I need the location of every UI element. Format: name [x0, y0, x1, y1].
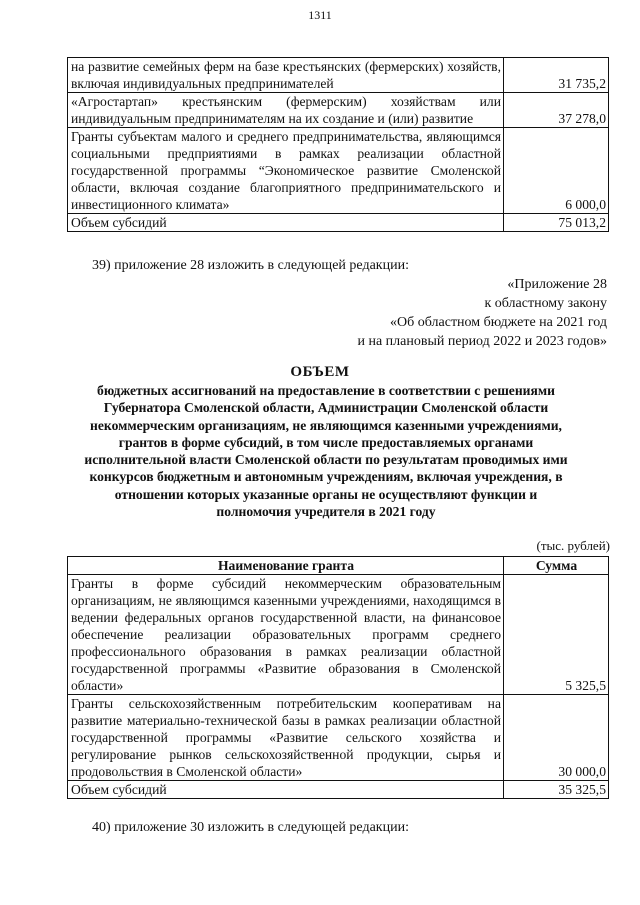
page-number: 1311 [308, 8, 332, 22]
table-row [68, 695, 609, 781]
document-title: ОБЪЕМ [290, 364, 350, 380]
appendix-reference [357, 275, 607, 351]
table-total-row [68, 781, 609, 799]
total-amount-cell: 35 325,5 [504, 781, 609, 799]
column-header-amount: Сумма [504, 557, 609, 575]
grant-amount-cell: 37 278,0 [504, 93, 609, 128]
grant-amount-cell: 6 000,0 [504, 128, 609, 214]
table-row [68, 58, 609, 93]
table-header-row [68, 557, 609, 575]
grant-name-cell: Гранты в форме субсидий некоммерческим образовательным организациям, не являющимся казенными учреждениями, находящимся в ведении федеральных органов государственной власти, на финансовое обеспечение реализации образовательных программ среднего профессионального образования в рамках реализации областной государственной программы «Развитие образования в Смоленской области» [68, 575, 504, 695]
appendix-line: «Приложение 28 [507, 277, 607, 292]
column-header-name: Наименование гранта [68, 557, 504, 575]
document-subtitle: бюджетных ассигнований на предоставление в соответствии с решениями Губернатора Смоленской области, Администрации Смоленской области некоммерческим организациям, не являющимся казенными учреждениями, грантов в форме субсидий, в том числе предоставляемых органами исполнительной власти Смоленской области по результатам проводимых ими конкурсов бюджетным и автономным учреждениям, включая учреждения, в отношении которых указанные органы не осуществляют функции и полномочия учредителя в 2021 году [84, 383, 568, 520]
grant-name-cell: Гранты субъектам малого и среднего предпринимательства, являющимся социальными предприятиями в рамках реализации областной государственной программы “Экономическое развитие Смоленской области, включая создание благоприятного предпринимательского и инвестиционного климата» [68, 128, 504, 214]
grant-name-cell: Гранты сельскохозяйственным потребительским кооперативам на развитие материально-технической базы в рамках реализации областной государственной программы «Развитие сельского хозяйства и регулирование рынков сельскохозяйственной продукции, сырья и продовольствия в Смоленской области» [68, 695, 504, 781]
grant-amount-cell: 5 325,5 [504, 575, 609, 695]
table-row [68, 93, 609, 128]
total-label-cell: Объем субсидий [68, 781, 504, 799]
table-total-row [68, 214, 609, 232]
appendix-line: «Об областном бюджете на 2021 год [390, 315, 607, 330]
grant-name-cell: на развитие семейных ферм на базе крестьянских (фермерских) хозяйств, включая индивидуальных предпринимателей [68, 58, 504, 93]
appendix-line: и на плановый период 2022 и 2023 годов» [357, 334, 607, 349]
grants-table-continued [67, 57, 609, 232]
table-row [68, 128, 609, 214]
total-label-cell: Объем субсидий [68, 214, 504, 232]
units-label: (тыс. рублей) [536, 538, 610, 553]
total-amount-cell: 75 013,2 [504, 214, 609, 232]
appendix-line: к областному закону [484, 296, 607, 311]
item-40-text: 40) приложение 30 изложить в следующей редакции: [92, 820, 409, 835]
grant-amount-cell: 30 000,0 [504, 695, 609, 781]
grant-name-cell: «Агростартап» крестьянским (фермерским) хозяйствам или индивидуальным предпринимателям на их создание и (или) развитие [68, 93, 504, 128]
grants-table [67, 556, 609, 799]
grant-amount-cell: 31 735,2 [504, 58, 609, 93]
item-39-text: 39) приложение 28 изложить в следующей редакции: [92, 258, 409, 273]
table-row [68, 575, 609, 695]
